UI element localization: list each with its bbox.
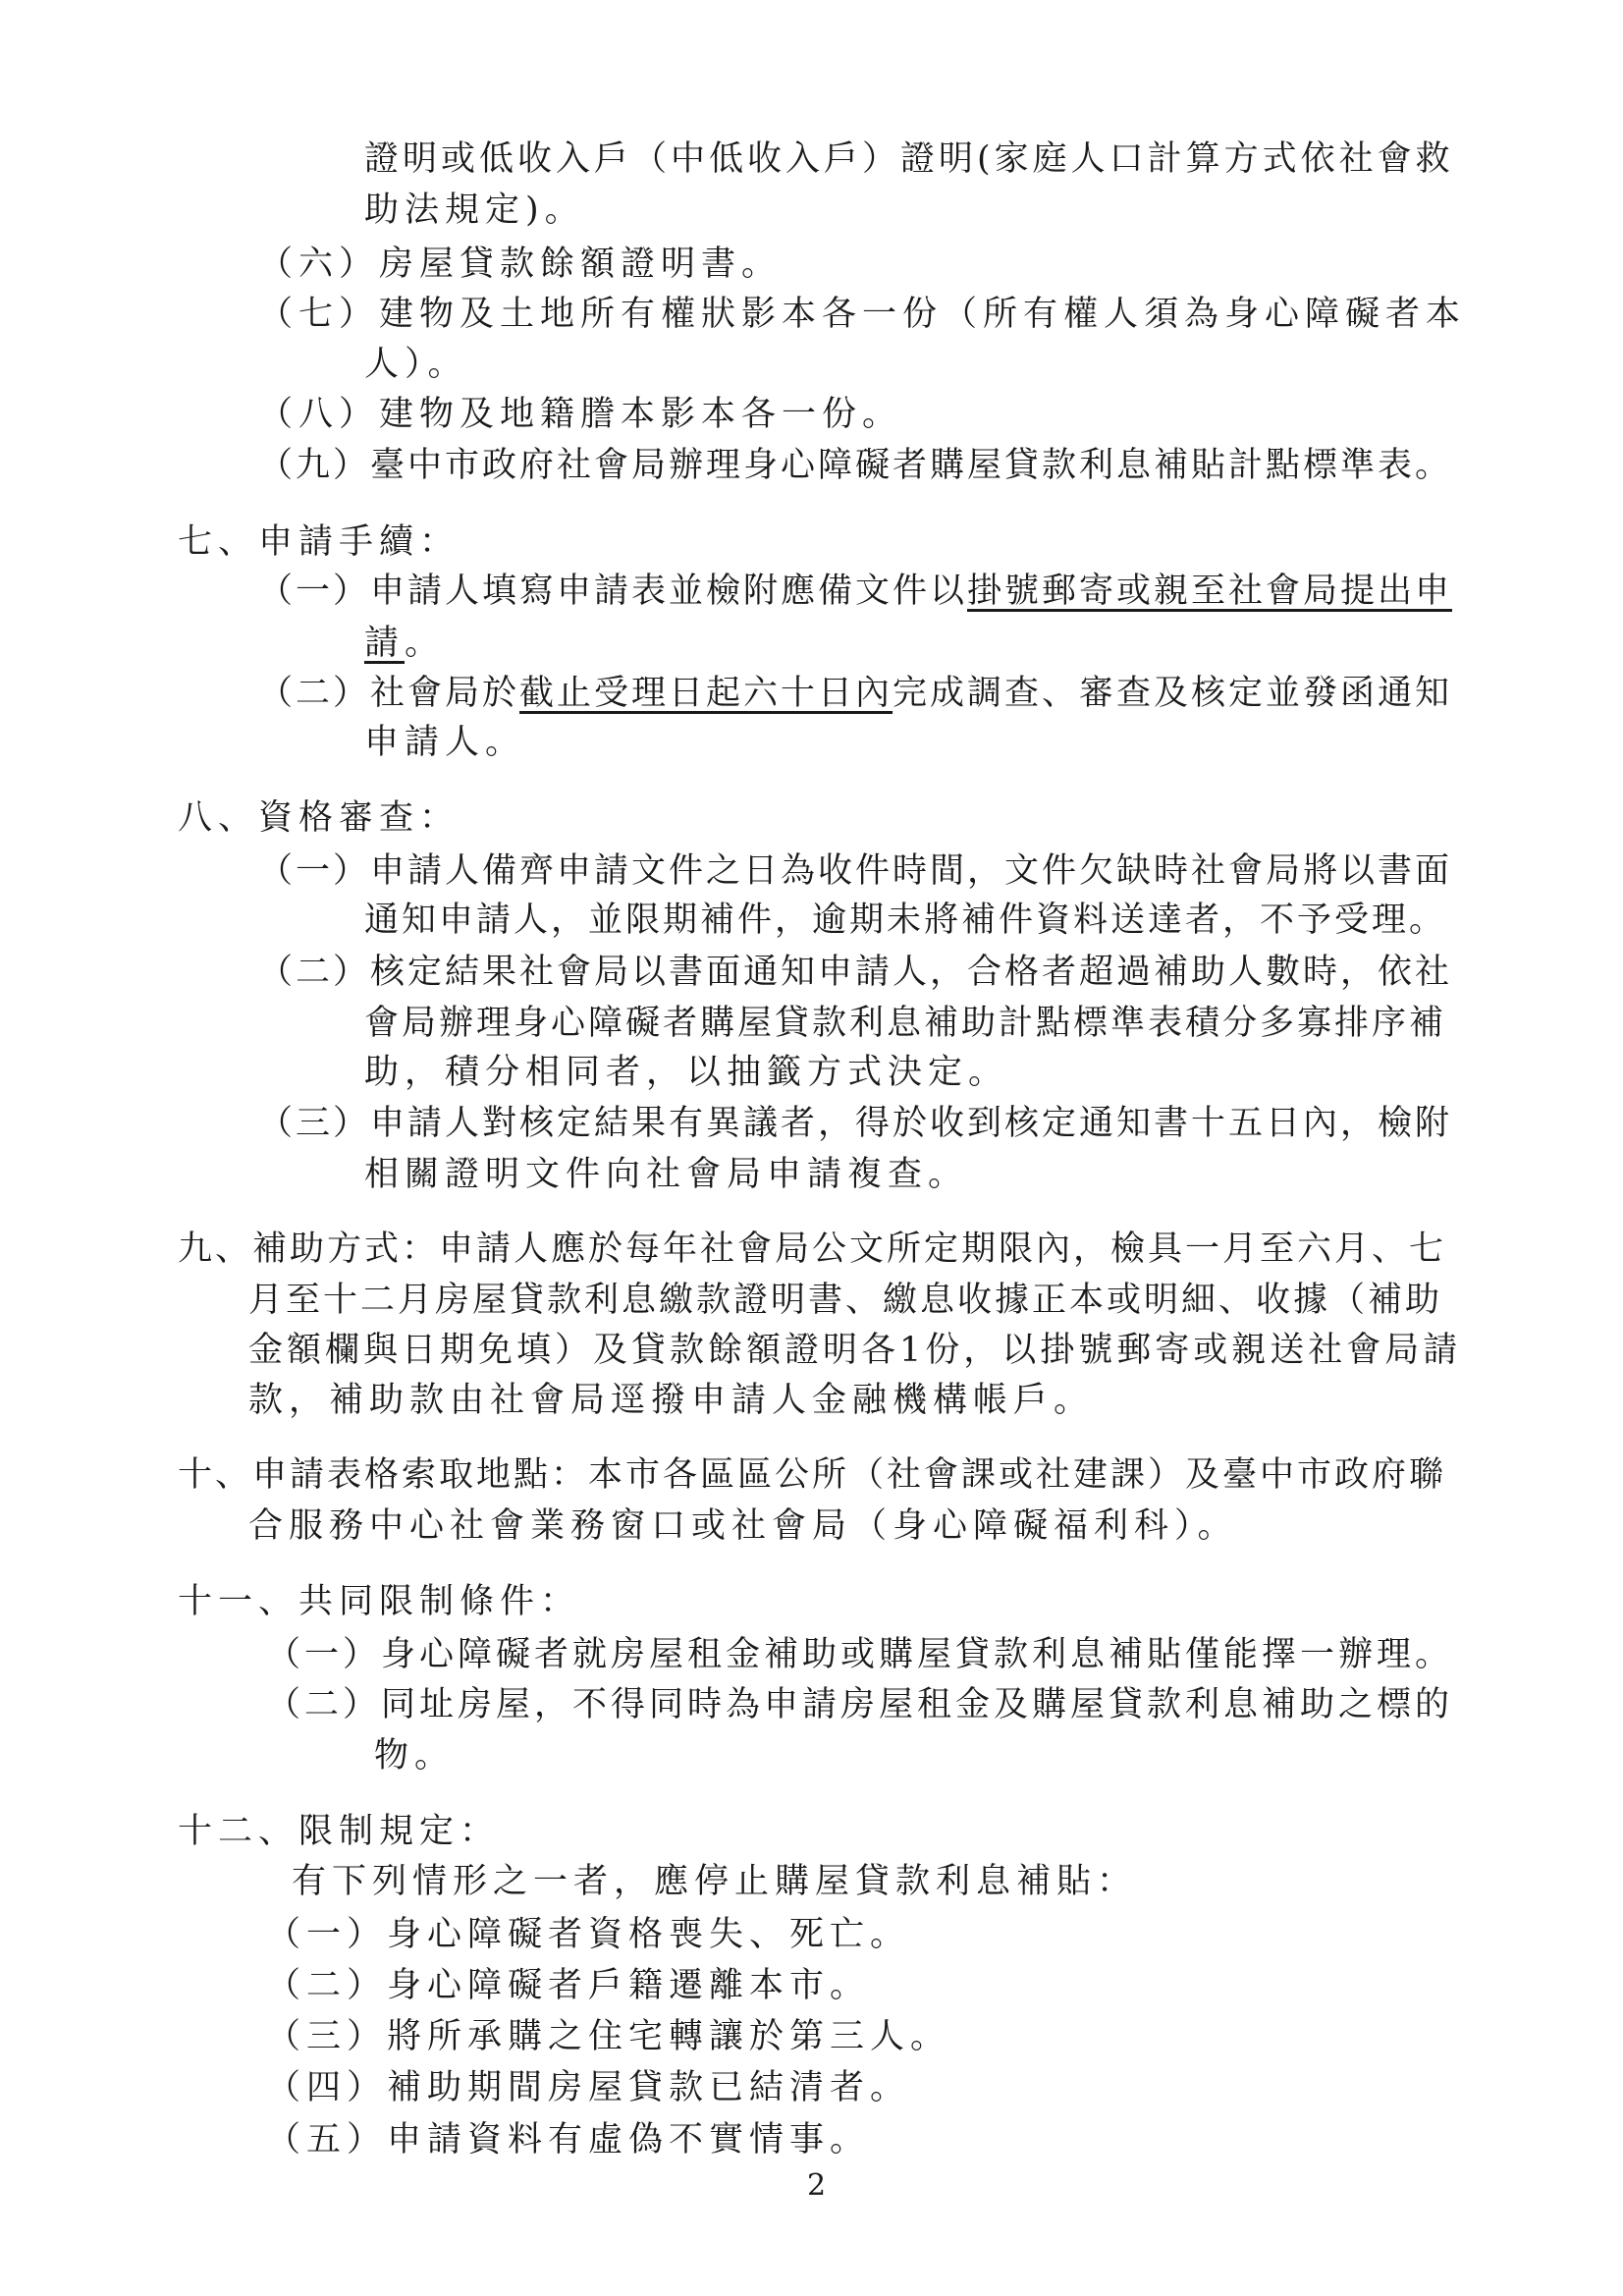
text-run: （八）建物及地籍謄本影本各一份。 — [258, 395, 903, 434]
text-run: 合服務中心社會業務窗口或社會局（身心障礙福利科）。 — [248, 1506, 1238, 1546]
text-run: 十一、共同限制條件： — [178, 1582, 581, 1621]
text-run: （四）補助期間房屋貸款已結清者。 — [266, 2068, 911, 2107]
s8-item-1-line-1 — [258, 849, 1452, 893]
text-run: 完成調查、審查及核定並發函通知 — [893, 674, 1453, 713]
text-run: 證明或低收入戶（中低收入戶）證明(家庭人口計算方式依社會救 — [364, 139, 1454, 179]
section-8-heading — [178, 796, 460, 840]
s7-item-2-line-2 — [364, 721, 525, 764]
text-run: 金額欄與日期免填）及貸款餘額證明各1份，以掛號郵寄或親送社會局請 — [248, 1331, 1462, 1370]
item-7-line-1 — [258, 293, 1466, 336]
page-number: 2 — [807, 2168, 827, 2203]
s12-item-4 — [266, 2066, 910, 2109]
item-9-line-1 — [258, 444, 1452, 487]
text-run: 月至十二月房屋貸款利息繳款證明書、繳息收據正本或明細、收據（補助 — [248, 1281, 1443, 1320]
text-run: （三）將所承購之住宅轉讓於第三人。 — [266, 2017, 951, 2056]
underlined-text-run: 掛號郵寄或親至社會局提出申 — [967, 572, 1453, 611]
section-11-heading — [178, 1580, 580, 1623]
section-9-line-4 — [248, 1379, 1094, 1422]
text-run: （二）同址房屋，不得同時為申請房屋租金及購屋貸款利息補助之標的 — [266, 1685, 1454, 1724]
text-run: （一）身心障礙者資格喪失、死亡。 — [266, 1915, 911, 1954]
text-run: 會局辦理身心障礙者購屋貸款利息補助計點標準表積分多寡排序補 — [364, 1004, 1447, 1043]
underlined-text-run: 截止受理日起六十日內 — [519, 674, 893, 713]
text-run: 助法規定)。 — [364, 191, 585, 230]
text-run: （二）社會局於 — [258, 674, 520, 713]
s12-item-1 — [266, 1913, 910, 1956]
s7-item-1-line-1 — [258, 570, 1452, 613]
text-run: （九）臺中市政府社會局辦理身心障礙者購屋貸款利息補貼計點標準表。 — [258, 446, 1453, 485]
item-6-line-1 — [258, 243, 782, 286]
s8-item-1-line-2 — [364, 899, 1446, 942]
text-run: （三）申請人對核定結果有異議者，得於收到核定通知書十五日內，檢附 — [258, 1104, 1453, 1143]
s8-item-3-line-2 — [364, 1153, 968, 1196]
underlined-text-run: 請 — [364, 624, 406, 663]
text-run: （六）房屋貸款餘額證明書。 — [258, 245, 783, 284]
text-run: 十、申請表格索取地點：本市各區區公所（社會課或社建課）及臺中市政府聯 — [178, 1455, 1447, 1495]
section-7-heading — [178, 520, 460, 564]
section-10-line-1 — [178, 1453, 1446, 1497]
text-run: 助，積分相同者，以抽籤方式決定。 — [364, 1053, 1009, 1092]
text-run: （五）申請資料有虛偽不實情事。 — [266, 2120, 871, 2159]
s12-item-3 — [266, 2015, 950, 2058]
line-2-intro — [364, 189, 585, 232]
text-run: 八、資格審查： — [178, 798, 460, 838]
s8-item-2-line-3 — [364, 1051, 1008, 1094]
text-run: 通知申請人，並限期補件，逾期未將補件資料送達者，不予受理。 — [364, 901, 1447, 940]
s7-item-2-line-1 — [258, 672, 1452, 715]
item-8-line-1 — [258, 393, 902, 436]
s11-item-2-line-1 — [266, 1683, 1453, 1726]
section-9-line-3 — [248, 1329, 1461, 1372]
s8-item-3-line-1 — [258, 1102, 1452, 1145]
section-9-line-2 — [248, 1279, 1442, 1322]
text-run: 款，補助款由社會局逕撥申請人金融機構帳戶。 — [248, 1381, 1095, 1420]
text-run: 九、補助方式：申請人應於每年社會局公文所定期限內，檢具一月至六月、七 — [178, 1230, 1447, 1269]
text-run: 。 — [405, 624, 446, 663]
text-run: （七）建物及土地所有權狀影本各一份（所有權人須為身心障礙者本 — [258, 295, 1467, 334]
text-run: （一）身心障礙者就房屋租金補助或購屋貸款利息補貼僅能擇一辦理。 — [266, 1635, 1454, 1674]
s12-item-2 — [266, 1964, 870, 2007]
text-run: （一）申請人備齊申請文件之日為收件時間，文件欠缺時社會局將以書面 — [258, 851, 1453, 891]
s8-item-2-line-2 — [364, 1002, 1446, 1045]
line-1-intro — [364, 137, 1454, 181]
section-9-line-1 — [178, 1228, 1446, 1271]
text-run: 相關證明文件向社會局申請複查。 — [364, 1155, 969, 1194]
text-run: （一）申請人填寫申請表並檢附應備文件以 — [258, 572, 968, 611]
text-run: 有下列情形之一者，應停止購屋貸款利息補貼： — [292, 1862, 1138, 1901]
s12-item-5 — [266, 2118, 870, 2161]
text-run: 人）。 — [364, 345, 468, 384]
section-10-line-2 — [248, 1504, 1238, 1548]
s8-item-2-line-1 — [258, 951, 1452, 994]
text-run: （二）核定結果社會局以書面通知申請人，合格者超過補助人數時，依社 — [258, 953, 1453, 992]
s11-item-2-line-2 — [374, 1734, 455, 1777]
s11-item-1-line-1 — [266, 1633, 1453, 1676]
section-12-heading — [178, 1810, 500, 1853]
s7-item-1-line-2 — [364, 622, 445, 665]
text-run: 七、申請手續： — [178, 522, 460, 562]
text-run: 十二、限制規定： — [178, 1812, 501, 1851]
item-7-line-2 — [364, 343, 468, 386]
s12-intro — [292, 1860, 1137, 1903]
text-run: 物。 — [374, 1736, 456, 1776]
text-run: （二）身心障礙者戶籍遷離本市。 — [266, 1966, 871, 2005]
text-run: 申請人。 — [364, 723, 526, 762]
